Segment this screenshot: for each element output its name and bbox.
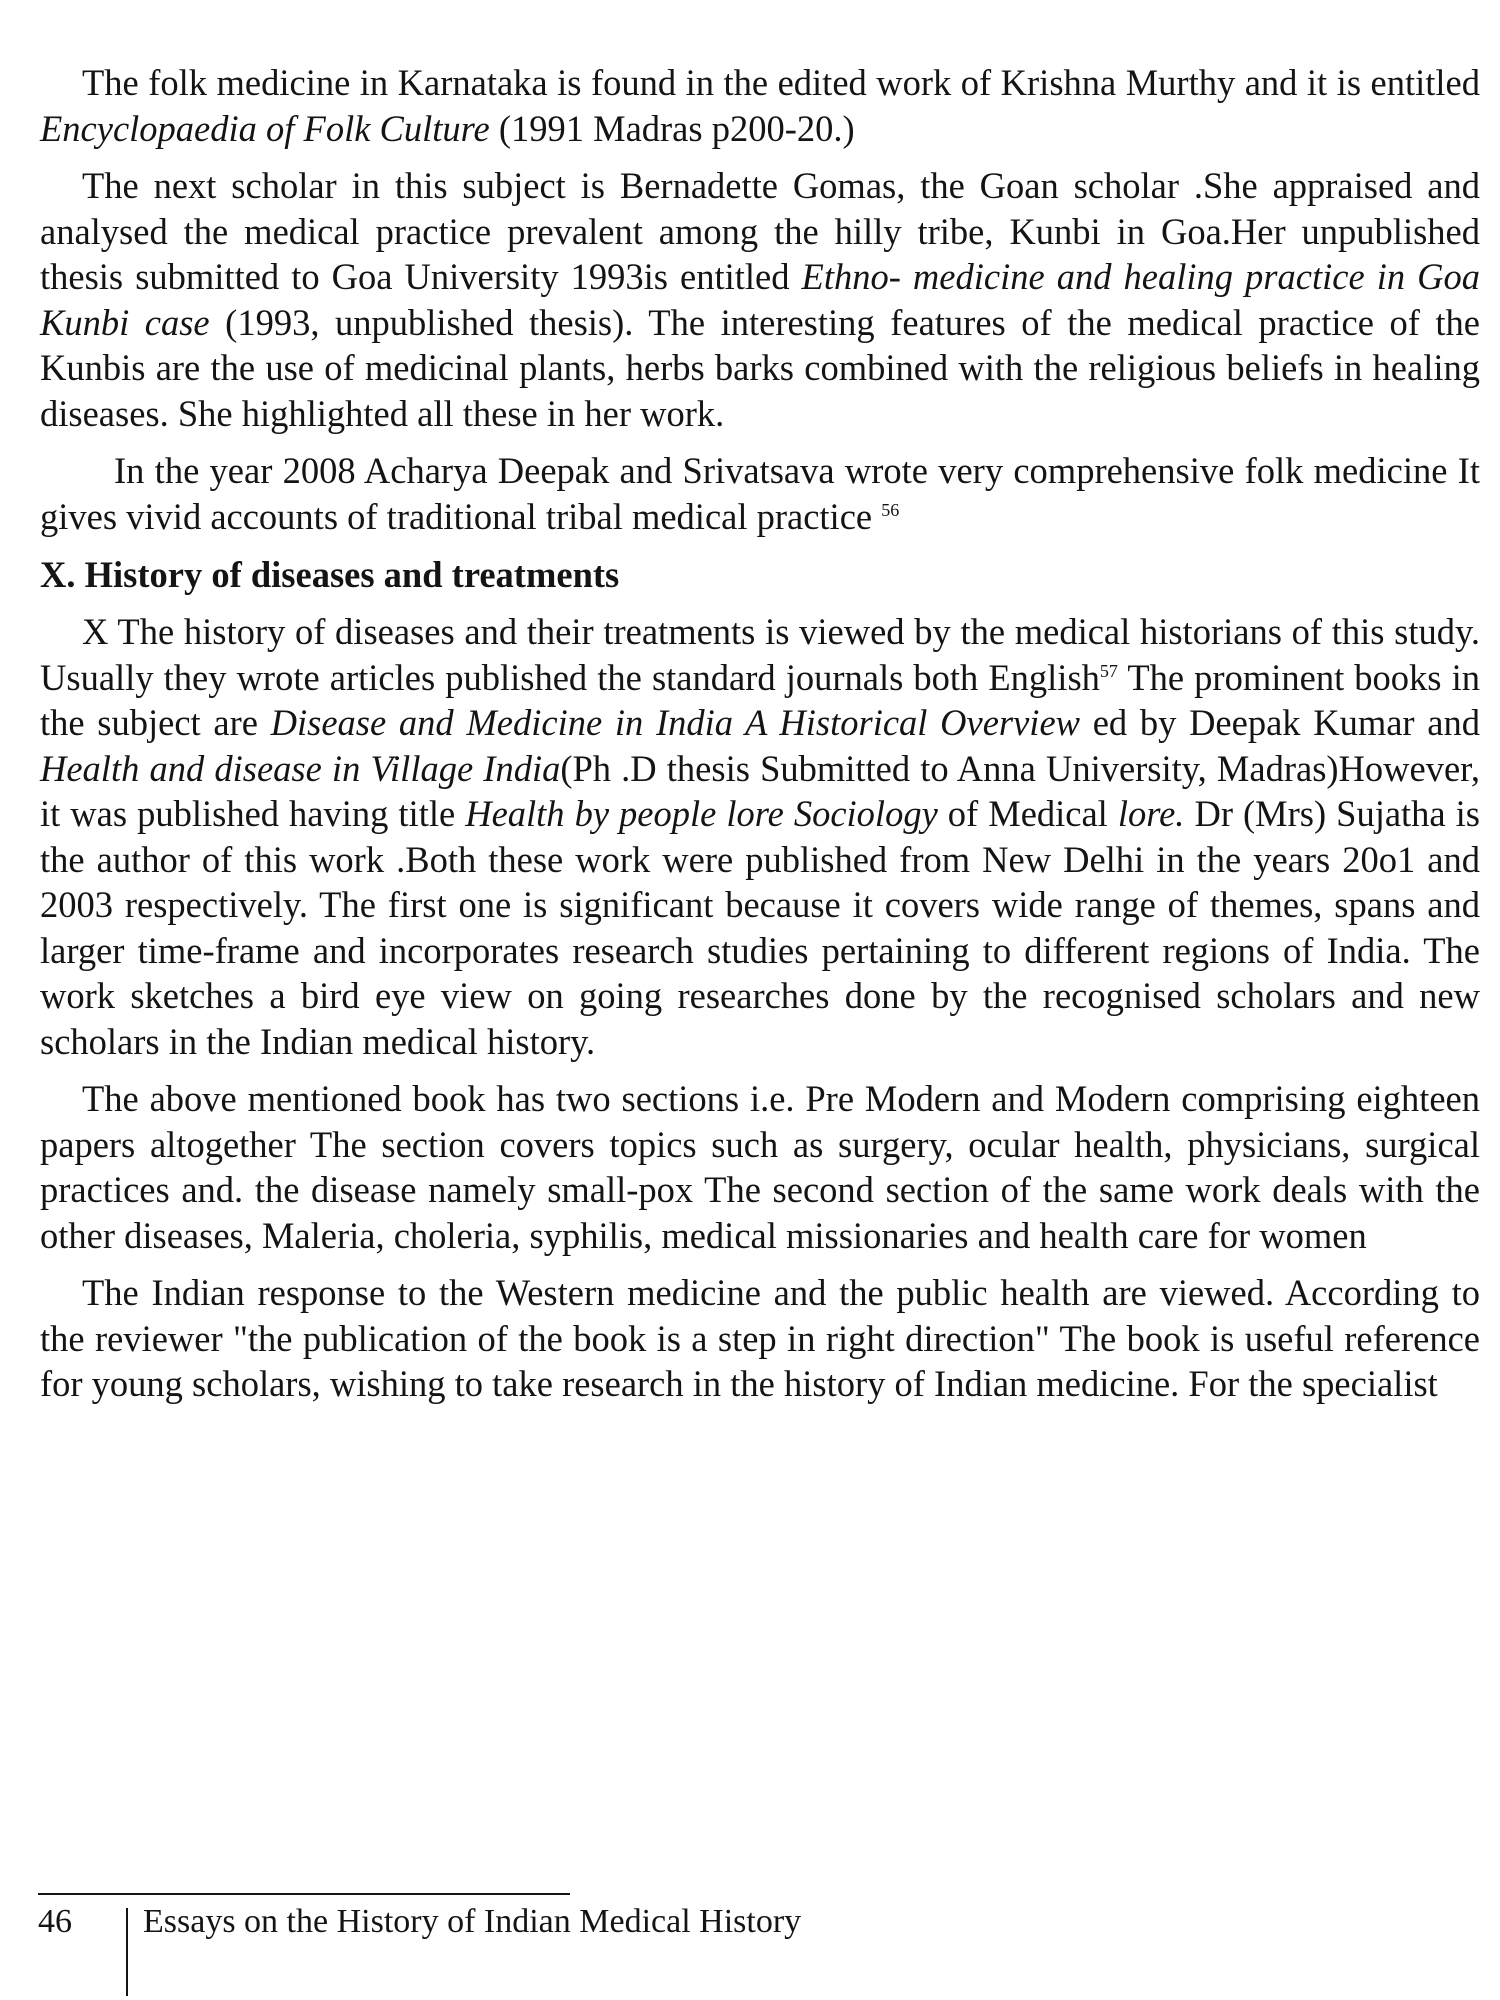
thesis-title: Ethno- medicine and healing practice in Goa Kunbi case <box>40 256 1480 343</box>
paragraph-bernadette-gomas <box>40 163 1480 436</box>
book-title: Disease and Medicine in India A Historical Overview <box>270 702 1080 743</box>
text-span: In the year 2008 Acharya Deepak and Srivatsava wrote very comprehensive folk medicine It gives vivid accounts of traditional tribal medical practice <box>40 450 1480 537</box>
footer-rule <box>38 1893 570 1895</box>
text-span: (1991 Madras p200-20.) <box>489 107 855 149</box>
text-span: The folk medicine in Karnataka is found in the edited work of Krishna Murthy and it is entitled <box>82 62 1480 103</box>
text-span: Dr (Mrs) Sujatha is the author of this work .Both these work were published from New Delhi in the years 20o1 and 2003 respectively. The first one is significant because it covers wide range of themes, spans and larger time-frame and incorporates research studies pertaining to different regions of India. The work sketches a bird eye view on going researches done by the recognised scholars and new scholars in the Indian medical history. <box>40 793 1480 1062</box>
footer-divider <box>126 1908 128 1996</box>
paragraph-folk-medicine-karnataka <box>40 60 1480 151</box>
footnote-marker: 56 <box>881 499 900 520</box>
text-span: The next scholar in this subject is Bernadette Gomas, the Goan scholar .She appraised and analysed the medical practice prevalent among the hilly tribe, Kunbi in Goa.Her unpublished thesis submitted to Goa University 1993is entitled <box>40 165 1480 297</box>
text-span: of Medical <box>937 793 1118 834</box>
text-span: (Ph .D thesis Submitted to Anna University, Madras)However, it was published having title <box>40 747 1480 834</box>
page-body <box>40 60 1480 1407</box>
footnote-marker: 57 <box>1099 660 1118 681</box>
text-span: The prominent books in the subject are <box>40 656 1480 743</box>
running-title: Essays on the History of Indian Medical History <box>143 1903 802 1940</box>
page-number: 46 <box>38 1903 72 1940</box>
paragraph-history-of-diseases <box>40 609 1480 1064</box>
section-heading: X. History of diseases and treatments <box>40 554 620 595</box>
paragraph-acharya-deepak <box>40 448 1480 539</box>
text-span: (1993, unpublished thesis). The interesting features of the medical practice of the Kunbis are the use of medicinal plants, herbs barks combined with the religious beliefs in healing diseases. She highlighted all these in her work. <box>40 301 1480 434</box>
page-footer <box>38 1900 1238 1996</box>
paragraph-book-sections: The above mentioned book has two sections i.e. Pre Modern and Modern comprising eighteen papers altogether The section covers topics such as surgery, ocular health, physicians, surgical practices and. the disease namely small-pox The second section of the same work deals with the other diseases, Maleria, choleria, syphilis, medical missionaries and health care for women <box>40 1078 1480 1256</box>
text-span: ed by Deepak Kumar and <box>1080 702 1480 743</box>
paragraph-indian-response: The Indian response to the Western medicine and the public health are viewed. According to the reviewer "the publication of the book is a step in right direction" The book is useful reference for young scholars, wishing to take research in the history of Indian medicine. For the specialist <box>40 1272 1480 1404</box>
book-title: Health by people lore Sociology <box>465 793 938 834</box>
thesis-title: Health and disease in Village India <box>40 747 561 789</box>
text-span: X The history of diseases and their treatments is viewed by the medical historians of this study. Usually they wrote articles published the standard journals both English <box>40 611 1480 698</box>
book-title: lore. <box>1117 793 1185 834</box>
book-title: Encyclopaedia of Folk Culture <box>40 107 490 149</box>
